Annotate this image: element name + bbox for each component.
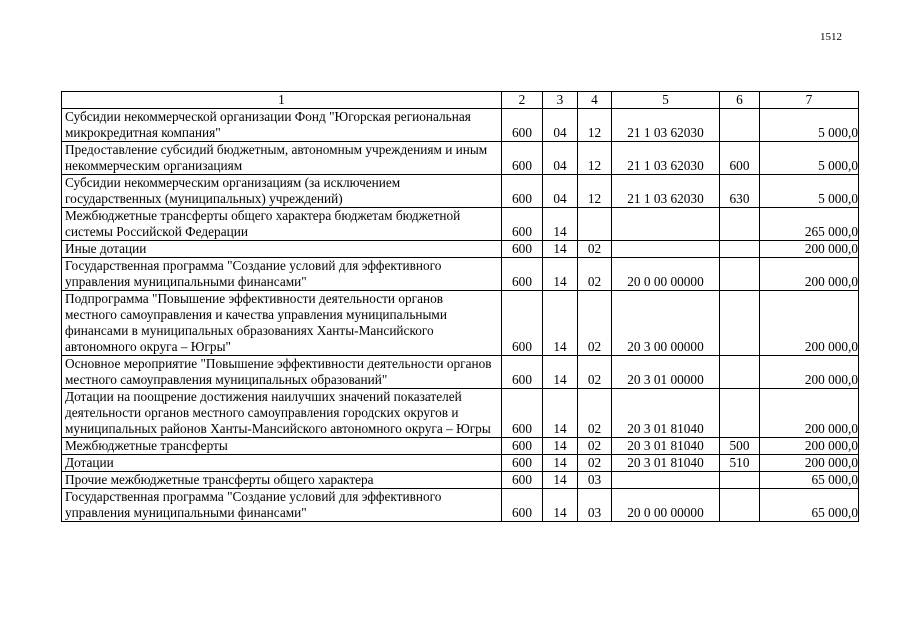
row-expense-type-cell <box>720 109 760 142</box>
row-section-cell: 04 <box>543 142 578 175</box>
row-name-cell: Дотации на поощрение достижения наилучших значений показателей деятельности органов местного самоуправления городских округов и муниципальных районов Ханты-Мансийского автономного округа – Югры <box>62 389 502 438</box>
row-subsection-cell: 02 <box>578 389 612 438</box>
row-section-cell: 14 <box>543 241 578 258</box>
row-section-cell: 14 <box>543 455 578 472</box>
row-admin-code-cell: 600 <box>502 291 543 356</box>
row-expense-type-cell <box>720 291 760 356</box>
table-row <box>62 109 859 142</box>
row-target-code-cell: 20 3 01 81040 <box>612 389 720 438</box>
row-admin-code-cell: 600 <box>502 438 543 455</box>
row-section-cell: 14 <box>543 489 578 522</box>
row-admin-code-cell: 600 <box>502 241 543 258</box>
row-expense-type-cell: 630 <box>720 175 760 208</box>
header-cell-subsection: 4 <box>578 92 612 109</box>
row-section-cell: 14 <box>543 438 578 455</box>
header-cell-name: 1 <box>62 92 502 109</box>
row-amount-cell: 65 000,0 <box>760 472 859 489</box>
row-amount-cell: 5 000,0 <box>760 175 859 208</box>
header-row <box>62 92 859 109</box>
row-subsection-cell: 02 <box>578 291 612 356</box>
budget-table <box>61 91 859 522</box>
row-expense-type-cell <box>720 356 760 389</box>
row-subsection-cell: 02 <box>578 438 612 455</box>
row-amount-cell: 200 000,0 <box>760 356 859 389</box>
table-row <box>62 455 859 472</box>
row-admin-code-cell: 600 <box>502 109 543 142</box>
page-number: 1512 <box>820 31 842 43</box>
row-subsection-cell: 03 <box>578 472 612 489</box>
header-cell-admin: 2 <box>502 92 543 109</box>
row-subsection-cell: 02 <box>578 356 612 389</box>
row-target-code-cell: 21 1 03 62030 <box>612 109 720 142</box>
header-cell-target: 5 <box>612 92 720 109</box>
row-admin-code-cell: 600 <box>502 472 543 489</box>
row-expense-type-cell: 500 <box>720 438 760 455</box>
header-cell-section: 3 <box>543 92 578 109</box>
row-name-cell: Межбюджетные трансферты <box>62 438 502 455</box>
row-amount-cell: 200 000,0 <box>760 389 859 438</box>
row-expense-type-cell: 600 <box>720 142 760 175</box>
row-amount-cell: 265 000,0 <box>760 208 859 241</box>
row-target-code-cell: 20 3 01 81040 <box>612 455 720 472</box>
row-target-code-cell: 21 1 03 62030 <box>612 142 720 175</box>
row-section-cell: 14 <box>543 291 578 356</box>
row-expense-type-cell <box>720 472 760 489</box>
row-subsection-cell: 12 <box>578 109 612 142</box>
row-name-cell: Дотации <box>62 455 502 472</box>
row-amount-cell: 200 000,0 <box>760 291 859 356</box>
row-section-cell: 04 <box>543 175 578 208</box>
row-name-cell: Субсидии некоммерческой организации Фонд "Югорская региональная микрокредитная компания" <box>62 109 502 142</box>
table-row <box>62 438 859 455</box>
row-subsection-cell: 03 <box>578 489 612 522</box>
row-amount-cell: 200 000,0 <box>760 455 859 472</box>
row-name-cell: Прочие межбюджетные трансферты общего характера <box>62 472 502 489</box>
row-expense-type-cell <box>720 208 760 241</box>
table-row <box>62 356 859 389</box>
row-amount-cell: 5 000,0 <box>760 142 859 175</box>
row-target-code-cell <box>612 241 720 258</box>
row-name-cell: Подпрограмма "Повышение эффективности деятельности органов местного самоуправления и качества управления муниципальными финансами в муниципальных образованиях Ханты-Мансийского автономного округа – Югры" <box>62 291 502 356</box>
row-admin-code-cell: 600 <box>502 258 543 291</box>
table-row <box>62 489 859 522</box>
row-name-cell: Государственная программа "Создание условий для эффективного управления муниципальными финансами" <box>62 258 502 291</box>
row-name-cell: Межбюджетные трансферты общего характера бюджетам бюджетной системы Российской Федерации <box>62 208 502 241</box>
row-admin-code-cell: 600 <box>502 208 543 241</box>
row-expense-type-cell <box>720 241 760 258</box>
header-cell-amount: 7 <box>760 92 859 109</box>
row-amount-cell: 5 000,0 <box>760 109 859 142</box>
row-target-code-cell: 20 0 00 00000 <box>612 489 720 522</box>
row-expense-type-cell: 510 <box>720 455 760 472</box>
row-section-cell: 14 <box>543 356 578 389</box>
row-admin-code-cell: 600 <box>502 489 543 522</box>
row-admin-code-cell: 600 <box>502 455 543 472</box>
row-section-cell: 04 <box>543 109 578 142</box>
row-amount-cell: 200 000,0 <box>760 258 859 291</box>
row-amount-cell: 200 000,0 <box>760 438 859 455</box>
table-row <box>62 258 859 291</box>
table-row <box>62 175 859 208</box>
table-row <box>62 291 859 356</box>
row-section-cell: 14 <box>543 258 578 291</box>
row-target-code-cell: 20 3 01 81040 <box>612 438 720 455</box>
table-row <box>62 142 859 175</box>
table-row <box>62 241 859 258</box>
row-target-code-cell: 21 1 03 62030 <box>612 175 720 208</box>
row-target-code-cell <box>612 472 720 489</box>
row-subsection-cell <box>578 208 612 241</box>
row-expense-type-cell <box>720 489 760 522</box>
row-expense-type-cell <box>720 258 760 291</box>
row-target-code-cell: 20 0 00 00000 <box>612 258 720 291</box>
row-subsection-cell: 12 <box>578 142 612 175</box>
row-admin-code-cell: 600 <box>502 142 543 175</box>
row-section-cell: 14 <box>543 472 578 489</box>
row-section-cell: 14 <box>543 389 578 438</box>
table-row <box>62 208 859 241</box>
row-expense-type-cell <box>720 389 760 438</box>
row-name-cell: Иные дотации <box>62 241 502 258</box>
table-row <box>62 472 859 489</box>
row-subsection-cell: 02 <box>578 241 612 258</box>
row-subsection-cell: 02 <box>578 258 612 291</box>
row-section-cell: 14 <box>543 208 578 241</box>
row-admin-code-cell: 600 <box>502 175 543 208</box>
row-target-code-cell: 20 3 00 00000 <box>612 291 720 356</box>
row-subsection-cell: 12 <box>578 175 612 208</box>
row-name-cell: Государственная программа "Создание условий для эффективного управления муниципальными финансами" <box>62 489 502 522</box>
row-target-code-cell: 20 3 01 00000 <box>612 356 720 389</box>
row-target-code-cell <box>612 208 720 241</box>
row-amount-cell: 200 000,0 <box>760 241 859 258</box>
row-subsection-cell: 02 <box>578 455 612 472</box>
table-row <box>62 389 859 438</box>
row-name-cell: Предоставление субсидий бюджетным, автономным учреждениям и иным некоммерческим организациям <box>62 142 502 175</box>
row-amount-cell: 65 000,0 <box>760 489 859 522</box>
row-admin-code-cell: 600 <box>502 389 543 438</box>
row-admin-code-cell: 600 <box>502 356 543 389</box>
row-name-cell: Субсидии некоммерческим организациям (за исключением государственных (муниципальных) учреждений) <box>62 175 502 208</box>
row-name-cell: Основное мероприятие "Повышение эффективности деятельности органов местного самоуправления муниципальных образований" <box>62 356 502 389</box>
header-cell-expense-type: 6 <box>720 92 760 109</box>
